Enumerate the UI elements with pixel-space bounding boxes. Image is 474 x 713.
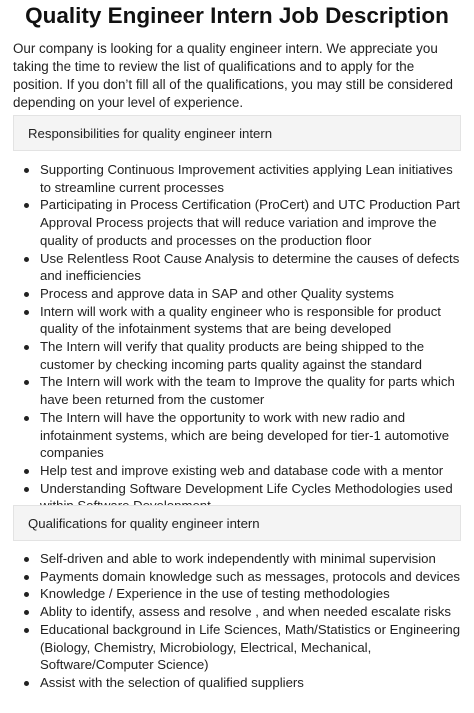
list-item: The Intern will verify that quality products are being shipped to the customer by checking incoming parts quality against the standard bbox=[0, 338, 462, 373]
qualifications-list bbox=[0, 550, 462, 692]
list-item: Help test and improve existing web and database code with a mentor bbox=[0, 462, 462, 480]
page-title: Quality Engineer Intern Job Description bbox=[25, 3, 449, 28]
bullet-icon bbox=[24, 592, 29, 597]
bullet-icon bbox=[24, 257, 29, 262]
responsibilities-list bbox=[0, 161, 462, 515]
qualifications-header bbox=[13, 505, 461, 541]
list-item: Ablity to identify, assess and resolve , and when needed escalate risks bbox=[0, 603, 462, 621]
list-item: Process and approve data in SAP and other Quality systems bbox=[0, 285, 462, 303]
list-item: Intern will work with a quality engineer who is responsible for product quality of the infotainment systems that are being developed bbox=[0, 303, 462, 338]
bullet-icon bbox=[24, 557, 29, 562]
list-item: Use Relentless Root Cause Analysis to determine the causes of defects and inefficiencies bbox=[0, 250, 462, 285]
bullet-icon bbox=[24, 203, 29, 208]
bullet-icon bbox=[24, 416, 29, 421]
bullet-icon bbox=[24, 292, 29, 297]
bullet-icon bbox=[24, 575, 29, 580]
list-item: Self-driven and able to work independently with minimal supervision bbox=[0, 550, 462, 568]
list-item: The Intern will have the opportunity to work with new radio and infotainment systems, which are being developed for tier-1 automotive companies bbox=[0, 409, 462, 462]
responsibilities-header-label: Responsibilities for quality engineer intern bbox=[28, 126, 273, 141]
list-item: Supporting Continuous Improvement activities applying Lean initiatives to streamline current processes bbox=[0, 161, 462, 196]
qualifications-header-label: Qualifications for quality engineer intern bbox=[28, 516, 260, 531]
bullet-icon bbox=[24, 487, 29, 492]
list-item: Understanding Software Development Life Cycles Methodologies used bbox=[0, 480, 462, 515]
list-item: Participating in Process Certification (ProCert) and UTC Production Part Approval Process projects that will reduce variation and improve the quality of products and processes on the production floor bbox=[0, 196, 462, 249]
responsibilities-header bbox=[13, 115, 461, 151]
list-item: The Intern will work with the team to Improve the quality for parts which have been returned from the customer bbox=[0, 373, 462, 408]
bullet-icon bbox=[24, 310, 29, 315]
bullet-icon bbox=[24, 469, 29, 474]
list-item: Payments domain knowledge such as messages, protocols and devices bbox=[0, 568, 462, 586]
list-item: Assist with the selection of qualified suppliers bbox=[0, 674, 462, 692]
list-item: Educational background in Life Sciences, Math/Statistics or Engineering (Biology, Chemistry, Microbiology, Electrical, Mechanical, Software/Computer Science) bbox=[0, 621, 462, 674]
bullet-icon bbox=[24, 380, 29, 385]
bullet-icon bbox=[24, 681, 29, 686]
bullet-icon bbox=[24, 610, 29, 615]
list-item: Knowledge / Experience in the use of testing methodologies bbox=[0, 585, 462, 603]
bullet-icon bbox=[24, 628, 29, 633]
bullet-icon bbox=[24, 168, 29, 173]
bullet-icon bbox=[24, 345, 29, 350]
intro-paragraph: Our company is looking for a quality engineer intern. We appreciate you taking the time to review the list of qualifications and to apply for the position. If you don’t fill all of the qualifications, you may still be considered depending on your level of experience. bbox=[13, 41, 453, 110]
